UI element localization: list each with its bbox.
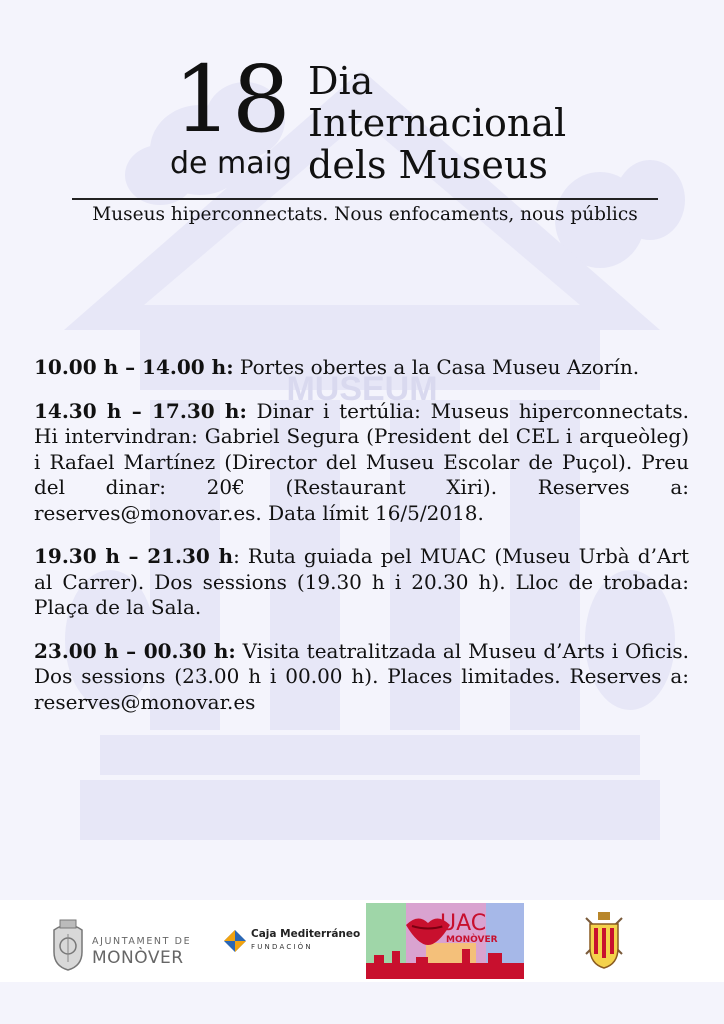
entry-time: 23.00 h – 00.30 h: <box>34 638 236 663</box>
caja-mediterraneo-logo <box>224 926 361 958</box>
ajuntament-big: MONÒVER <box>92 948 184 968</box>
title-line: Dia <box>308 59 374 103</box>
day-month: de maig <box>169 146 293 181</box>
event-subtitle: Museus hiperconnectats. Nous enfocaments, nous públics <box>92 204 638 225</box>
caja-sub: FUNDACIÓN <box>251 943 313 951</box>
event-title <box>308 60 688 186</box>
day-number: 18 <box>173 46 291 153</box>
entry-text: Dinar i tertúlia: Museus hiperconnectats. Hi intervindran: Gabriel Segura (President del CEL i arqueòleg) i Rafael Martínez (Director del Museu Escolar de Puçol). Preu del dinar: 20€ (Restaurant Xiri). Reserves a: reserves@monovar.es. Data límit 16/5/2018. <box>34 398 689 525</box>
heraldic-crest-icon <box>580 910 628 972</box>
watermark-text: MUSEUM <box>286 370 438 408</box>
municipal-crest-icon <box>48 916 88 972</box>
entry-time: 14.30 h – 17.30 h: <box>34 398 247 423</box>
program-entry <box>34 639 689 716</box>
entry-time: 10.00 h – 14.00 h: <box>34 355 234 379</box>
program-list <box>34 355 689 733</box>
program-entry <box>34 355 689 381</box>
heraldic-logo <box>580 910 628 972</box>
entry-text: Portes obertes a la Casa Museu Azorín. <box>233 355 640 379</box>
title-line: dels Museus <box>308 143 548 187</box>
muac-logo <box>366 903 524 979</box>
title-line: Internacional <box>308 101 567 145</box>
sponsor-footer <box>0 900 724 982</box>
entry-text: : Ruta guiada pel MUAC (Museu Urbà d’Art al Carrer). Dos sessions (19.30 h i 20.30 h). Lloc de trobada: Plaça de la Sala. <box>34 544 690 619</box>
muac-sub: MONÒVER <box>446 935 498 945</box>
ajuntament-small: AJUNTAMENT DE <box>92 936 192 947</box>
program-entry <box>34 399 689 527</box>
program-entry <box>34 544 689 621</box>
caja-mediterraneo-logo-icon <box>224 930 246 952</box>
muac-name: UAC <box>440 911 487 936</box>
entry-time: 19.30 h – 21.30 h <box>34 544 234 568</box>
caja-name: Caja Mediterráneo <box>251 928 361 940</box>
event-header <box>0 0 724 240</box>
title-divider <box>72 198 658 200</box>
ajuntament-logo <box>48 916 192 972</box>
entry-text: Visita teatralitzada al Museu d’Arts i Oficis. Dos sessions (23.00 h i 00.00 h). Places limitades. Reserves a: reserves@monovar.es <box>34 638 689 714</box>
